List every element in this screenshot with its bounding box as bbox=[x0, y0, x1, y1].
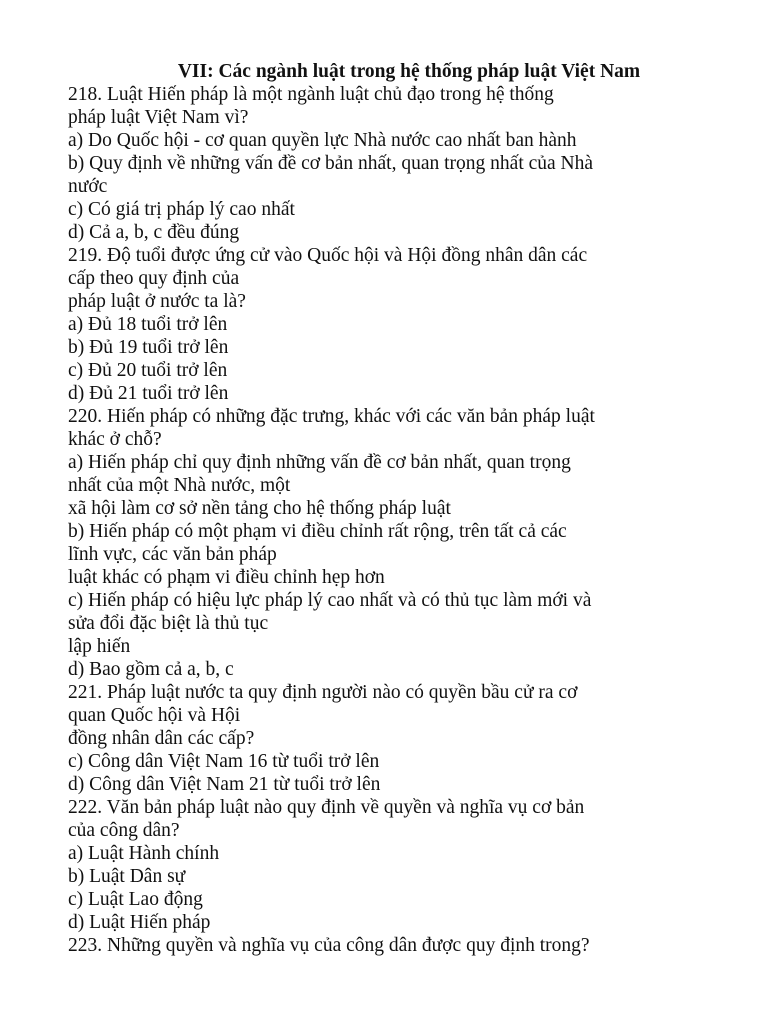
text-line: 219. Độ tuổi được ứng cử vào Quốc hội và Hội đồng nhân dân các bbox=[68, 245, 588, 266]
text-line: nhất của một Nhà nước, một bbox=[68, 475, 291, 496]
document-page bbox=[68, 60, 748, 957]
text-line: của công dân? bbox=[68, 820, 180, 841]
text-line: d) Bao gồm cả a, b, c bbox=[68, 659, 234, 680]
text-line: cấp theo quy định của bbox=[68, 268, 240, 289]
text-line: b) Hiến pháp có một phạm vi điều chỉnh rất rộng, trên tất cả các bbox=[68, 521, 567, 542]
text-line: a) Đủ 18 tuổi trở lên bbox=[68, 314, 228, 335]
text-line: c) Công dân Việt Nam 16 từ tuổi trở lên bbox=[68, 751, 380, 772]
text-line: d) Luật Hiến pháp bbox=[68, 912, 211, 933]
text-line: d) Đủ 21 tuổi trở lên bbox=[68, 383, 229, 404]
text-line: quan Quốc hội và Hội bbox=[68, 705, 241, 726]
text-line: a) Hiến pháp chỉ quy định những vấn đề cơ bản nhất, quan trọng bbox=[68, 452, 571, 473]
text-line: 223. Những quyền và nghĩa vụ của công dân được quy định trong? bbox=[68, 935, 590, 956]
text-line: khác ở chỗ? bbox=[68, 429, 162, 450]
text-line: c) Đủ 20 tuổi trở lên bbox=[68, 360, 228, 381]
text-line: d) Cả a, b, c đều đúng bbox=[68, 222, 240, 243]
text-line: pháp luật Việt Nam vì? bbox=[68, 107, 249, 128]
text-line: nước bbox=[68, 176, 108, 197]
text-line: sửa đổi đặc biệt là thủ tục bbox=[68, 613, 269, 634]
text-line: a) Do Quốc hội - cơ quan quyền lực Nhà nước cao nhất ban hành bbox=[68, 130, 577, 151]
text-line: đồng nhân dân các cấp? bbox=[68, 728, 255, 749]
text-line: 220. Hiến pháp có những đặc trưng, khác với các văn bản pháp luật bbox=[68, 406, 595, 427]
text-line: b) Luật Dân sự bbox=[68, 866, 186, 887]
text-line: luật khác có phạm vi điều chỉnh hẹp hơn bbox=[68, 567, 385, 588]
text-line: c) Có giá trị pháp lý cao nhất bbox=[68, 199, 295, 220]
text-line: b) Đủ 19 tuổi trở lên bbox=[68, 337, 229, 358]
text-line: lĩnh vực, các văn bản pháp bbox=[68, 544, 277, 565]
text-line: pháp luật ở nước ta là? bbox=[68, 291, 246, 312]
text-line: xã hội làm cơ sở nền tảng cho hệ thống pháp luật bbox=[68, 498, 451, 519]
text-line: a) Luật Hành chính bbox=[68, 843, 220, 864]
text-line: b) Quy định về những vấn đề cơ bản nhất, quan trọng nhất của Nhà bbox=[68, 153, 594, 174]
text-line: d) Công dân Việt Nam 21 từ tuổi trở lên bbox=[68, 774, 381, 795]
text-line: 218. Luật Hiến pháp là một ngành luật chủ đạo trong hệ thống bbox=[68, 84, 554, 105]
text-line: 222. Văn bản pháp luật nào quy định về quyền và nghĩa vụ cơ bản bbox=[68, 797, 585, 818]
text-line: c) Hiến pháp có hiệu lực pháp lý cao nhất và có thủ tục làm mới và bbox=[68, 590, 592, 611]
text-line: lập hiến bbox=[68, 636, 131, 657]
text-line: c) Luật Lao động bbox=[68, 889, 203, 910]
section-title: VII: Các ngành luật trong hệ thống pháp luật Việt Nam bbox=[177, 61, 641, 82]
text-line: 221. Pháp luật nước ta quy định người nào có quyền bầu cử ra cơ bbox=[68, 682, 578, 703]
